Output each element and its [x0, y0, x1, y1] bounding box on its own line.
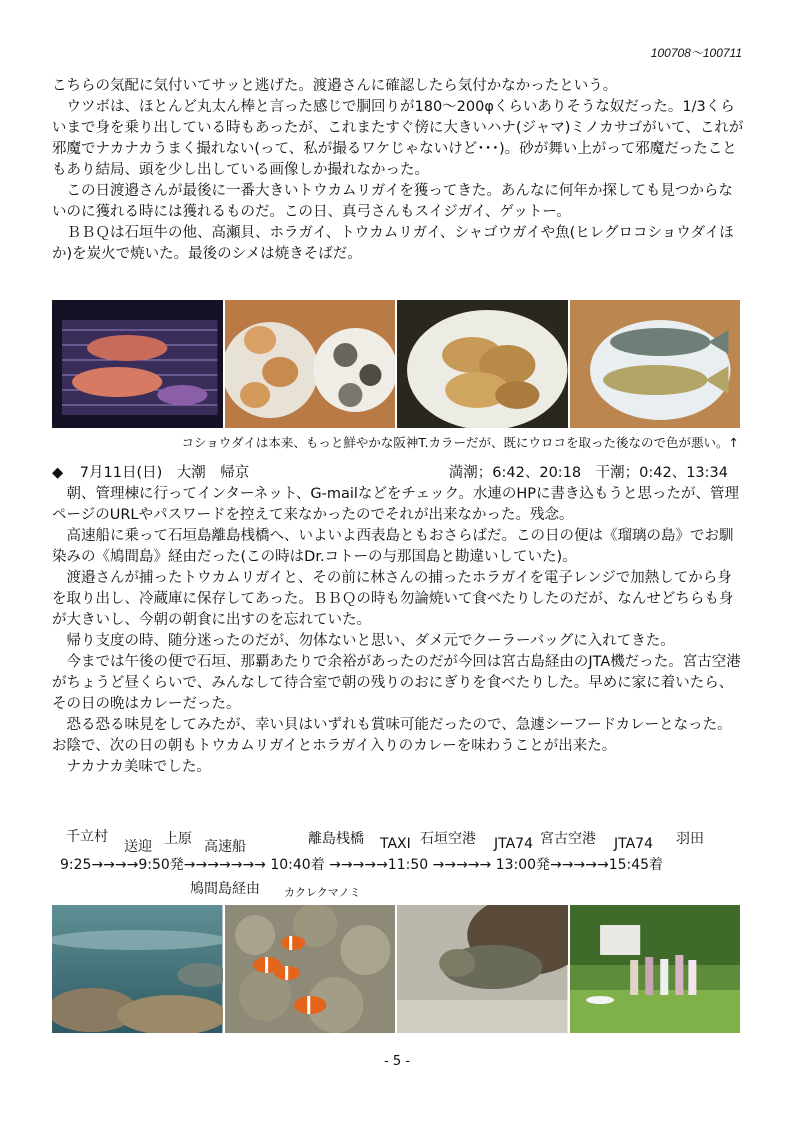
route-place: TAXI — [380, 836, 411, 852]
tide-info: 満潮；6:42、20:18 干潮；0:42、13:34 — [448, 465, 728, 481]
paragraph: 渡邉さんが捕ったトウカムリガイと、その前に林さんの捕ったホラガイを電子レンジで加熱してから身を取り出し、冷蔵庫に保存してあった。ＢＢＱの時も勿論焼いて食べたりしたのだが、なんせどちらも身が大きいし、今朝の朝食に出すのを忘れていた。 — [52, 570, 734, 628]
paragraph: 帰り支度の時、随分迷ったのだが、勿体ないと思い、ダメ元でクーラーバッグに入れてきた。 — [66, 633, 675, 649]
travel-route — [52, 826, 746, 899]
moray-eel-photo — [397, 905, 568, 1033]
route-times: 9:25→→→→9:50発→→→→→→→ 10:40着 →→→→→11:50 →→→→→ 13:00発→→→→→15:45着 — [60, 857, 664, 873]
paragraph: こちらの気配に気付いてサッと逃げた。渡邉さんに確認したら気付かなかったという。 — [52, 78, 618, 94]
route-place: 上原 — [164, 831, 192, 847]
underwater-photo-strip — [52, 905, 740, 1033]
grill-fish-photo — [52, 300, 223, 428]
paragraph: ウツボは、ほとんど丸太ん棒と言った感じで胴回りが180～200φくらいありそうな奴だった。1/3くらいまで身を乗り出している時もあったが、これまたすぐ傍に大きいハナ(ジャマ)ミノカサゴがいて、これが邪魔でナカナカうまく撮れない(って、私が撮るワケじゃないけど･･･)。砂が舞い上がって邪魔だったこともあり結局、頭を少し出している画像しか撮れなかった。 — [52, 99, 744, 178]
route-place: 宮古空港 — [540, 831, 596, 847]
paragraph: 朝、管理棟に行ってインターネット、G-mailなどをチェック。水連のHPに書き込もうと思ったが、管理ページのURLやパスワードを控えて来なかったのでそれが出来なかった。残念。 — [52, 486, 740, 523]
body-text-top — [52, 76, 746, 265]
route-place: JTA74 — [614, 836, 653, 852]
group-photo — [570, 905, 741, 1033]
page-range-header: 100708～100711 — [650, 46, 742, 60]
route-place: 千立村 — [66, 829, 108, 845]
diamond-bullet-icon: ◆ — [52, 465, 64, 481]
page-number: - 5 - — [384, 1054, 410, 1069]
route-place: 離島桟橋 — [308, 831, 364, 847]
section-date: 7月11日(日) 大潮 帰京 — [79, 465, 250, 481]
paragraph: この日渡邉さんが最後に一番大きいトウカムリガイを獲ってきた。あんなに何年か探しても見つからないのに獲れる時には獲れるものだ。この日、真弓さんもスイジガイ、ゲットー。 — [52, 183, 733, 220]
paragraph: 高速船に乗って石垣島離島桟橋へ、いよいよ西表島ともおさらばだ。この日の便は《瑠璃の島》でお馴染みの《鳩間島》経由だった(この時はDr.コトーの与那国島と勘違いしていた)。 — [52, 528, 734, 565]
route-via: 鳩間島経由 — [190, 881, 260, 897]
cooked-shellfish-photo — [397, 300, 568, 428]
route-place: 高速船 — [204, 839, 246, 855]
route-place: 羽田 — [676, 831, 704, 847]
coral-reef-photo — [52, 905, 223, 1033]
clownfish-photo — [225, 905, 396, 1033]
section-header — [52, 463, 746, 484]
grilled-shells-photo — [225, 300, 396, 428]
paragraph: ＢＢＱは石垣牛の他、高瀬貝、ホラガイ、トウカムリガイ、シャゴウガイや魚(ヒレグロコショウダイほか)を炭火で焼いた。最後のシメは焼きそばだ。 — [52, 225, 734, 262]
paragraph: 今までは午後の便で石垣、那覇あたりで余裕があったのだが今回は宮古島経由のJTA機だった。宮古空港がちょうど昼くらいで、みんなして待合室で朝の残りのおにぎりを食べたりした。早めに家に着いたら、その日の晩はカレーだった。 — [52, 654, 741, 712]
route-place: JTA74 — [494, 836, 533, 852]
fish-on-plate-photo — [570, 300, 741, 428]
route-place: 石垣空港 — [420, 831, 476, 847]
photo-label: カクレクマノミ — [284, 886, 361, 899]
section-july-11 — [52, 463, 746, 778]
bbq-photo-strip — [52, 300, 740, 428]
route-place: 送迎 — [124, 839, 152, 855]
paragraph: ナカナカ美味でした。 — [66, 759, 211, 775]
photo-caption: コショウダイは本来、もっと鮮やかな阪神T.カラーだが、既にウロコを取った後なので色が悪い。↑ — [181, 435, 739, 450]
paragraph: 恐る恐る味見をしてみたが、幸い貝はいずれも賞味可能だったので、急遽シーフードカレーとなった。お陰で、次の日の朝もトウカムリガイとホラガイ入りのカレーを味わうことが出来た。 — [52, 717, 732, 754]
